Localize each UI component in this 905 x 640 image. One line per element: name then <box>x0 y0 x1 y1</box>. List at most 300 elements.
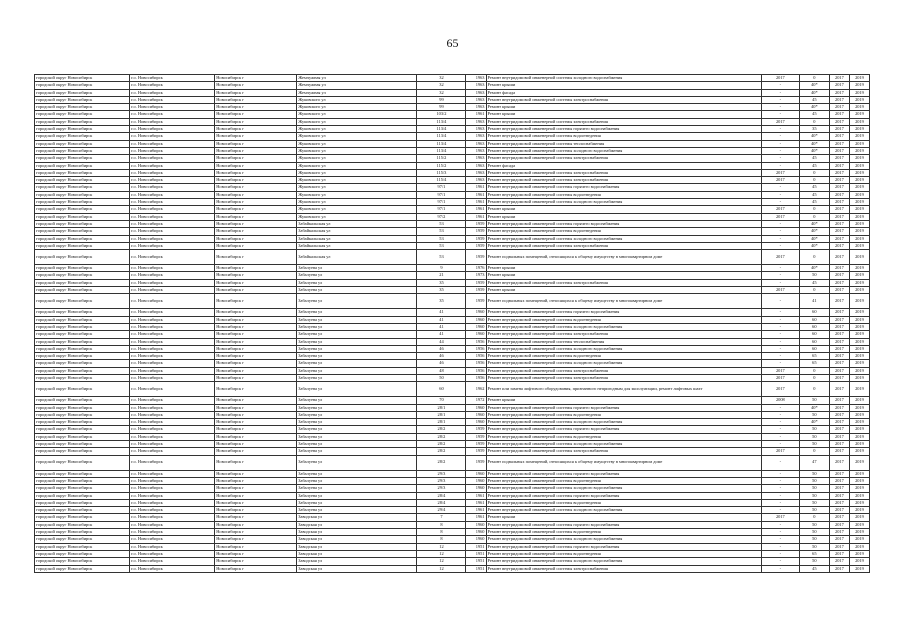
cell-service-life: 50 <box>799 441 829 448</box>
cell-street: Забалуева ул <box>297 441 417 448</box>
cell-municipality: городской округ Новосибирск <box>35 485 130 492</box>
cell-plan-start: 2017 <box>829 265 849 272</box>
cell-work: Ремонт внутридомовой инженерной системы водоотведения <box>486 411 761 418</box>
cell-plan-start: 2017 <box>829 272 849 279</box>
cell-work: Ремонт крыши <box>486 397 761 404</box>
table-row <box>35 162 870 169</box>
table-row <box>35 448 870 455</box>
cell-settlement: г.о. Новосибирск <box>130 433 215 440</box>
cell-year-built: 1961 <box>466 206 486 213</box>
cell-plan-start: 2017 <box>829 206 849 213</box>
cell-work: Ремонт внутридомовой инженерной системы холодного водоснабжения <box>486 235 761 242</box>
cell-locality: Новосибирск г <box>215 213 297 220</box>
cell-house: 53 <box>417 250 466 265</box>
cell-locality: Новосибирск г <box>215 265 297 272</box>
table-row <box>35 558 870 565</box>
table-row <box>35 565 870 572</box>
cell-last-repair: - <box>761 353 799 360</box>
cell-plan-start: 2017 <box>829 82 849 89</box>
cell-plan-end: 2019 <box>849 441 869 448</box>
table-row <box>35 294 870 309</box>
cell-house: 41 <box>417 323 466 330</box>
cell-service-life: 50 <box>799 470 829 477</box>
cell-municipality: городской округ Новосибирск <box>35 118 130 125</box>
cell-plan-start: 2017 <box>829 126 849 133</box>
cell-plan-end: 2019 <box>849 455 869 470</box>
cell-locality: Новосибирск г <box>215 294 297 309</box>
cell-locality: Новосибирск г <box>215 419 297 426</box>
cell-municipality: городской округ Новосибирск <box>35 250 130 265</box>
cell-work: Ремонт крыши <box>486 514 761 521</box>
cell-plan-start: 2017 <box>829 111 849 118</box>
cell-municipality: городской округ Новосибирск <box>35 279 130 286</box>
cell-work: Ремонт внутридомовой инженерной системы горячего водоснабжения <box>486 309 761 316</box>
cell-plan-start: 2017 <box>829 96 849 103</box>
cell-municipality: городской округ Новосибирск <box>35 235 130 242</box>
cell-year-built: 1963 <box>466 155 486 162</box>
cell-municipality: городской округ Новосибирск <box>35 206 130 213</box>
cell-work: Ремонт подвальных помещений, относящихся к общему имуществу в многоквартирном доме <box>486 294 761 309</box>
cell-plan-start: 2017 <box>829 316 849 323</box>
cell-plan-start: 2017 <box>829 499 849 506</box>
cell-work: Ремонт внутридомовой инженерной системы электроснабжения <box>486 279 761 286</box>
cell-year-built: 1961 <box>466 199 486 206</box>
table-row <box>35 104 870 111</box>
cell-plan-start: 2017 <box>829 220 849 227</box>
cell-street: Заводская ул <box>297 565 417 572</box>
cell-locality: Новосибирск г <box>215 411 297 418</box>
cell-street: Жуковского ул <box>297 96 417 103</box>
cell-settlement: г.о. Новосибирск <box>130 294 215 309</box>
cell-municipality: городской округ Новосибирск <box>35 360 130 367</box>
cell-work: Ремонт крыши <box>486 206 761 213</box>
cell-street: Жуковского ул <box>297 155 417 162</box>
cell-locality: Новосибирск г <box>215 228 297 235</box>
cell-last-repair: - <box>761 565 799 572</box>
cell-locality: Новосибирск г <box>215 382 297 397</box>
cell-year-built: 1956 <box>466 374 486 381</box>
cell-plan-start: 2017 <box>829 485 849 492</box>
cell-work: Ремонт внутридомовой инженерной системы горячего водоснабжения <box>486 404 761 411</box>
cell-year-built: 1963 <box>466 104 486 111</box>
cell-municipality: городской округ Новосибирск <box>35 184 130 191</box>
cell-service-life: 40* <box>799 235 829 242</box>
cell-service-life: 45 <box>799 199 829 206</box>
cell-municipality: городской округ Новосибирск <box>35 514 130 521</box>
cell-settlement: г.о. Новосибирск <box>130 485 215 492</box>
capital-repair-table <box>34 74 870 573</box>
cell-last-repair: - <box>761 191 799 198</box>
cell-house: 12 <box>417 550 466 557</box>
cell-settlement: г.о. Новосибирск <box>130 360 215 367</box>
cell-year-built: 1963 <box>466 96 486 103</box>
table-row <box>35 155 870 162</box>
cell-house: 48 <box>417 367 466 374</box>
cell-work: Ремонт внутридомовой инженерной системы электроснабжения <box>486 177 761 184</box>
cell-plan-end: 2019 <box>849 448 869 455</box>
cell-settlement: г.о. Новосибирск <box>130 155 215 162</box>
cell-street: Забалуева ул <box>297 448 417 455</box>
cell-work: Ремонт крыши <box>486 104 761 111</box>
cell-service-life: 50 <box>799 536 829 543</box>
table-row <box>35 126 870 133</box>
cell-street: Забалуева ул <box>297 309 417 316</box>
cell-service-life: 40* <box>799 82 829 89</box>
cell-service-life: 40* <box>799 147 829 154</box>
cell-plan-end: 2019 <box>849 140 869 147</box>
cell-plan-end: 2019 <box>849 235 869 242</box>
cell-work: Ремонт внутридомовой инженерной системы водоотведения <box>486 228 761 235</box>
cell-plan-start: 2017 <box>829 529 849 536</box>
cell-last-repair: 2017 <box>761 367 799 374</box>
cell-year-built: 1960 <box>466 419 486 426</box>
cell-plan-end: 2019 <box>849 118 869 125</box>
cell-municipality: городской округ Новосибирск <box>35 323 130 330</box>
table-row <box>35 199 870 206</box>
cell-year-built: 1956 <box>466 367 486 374</box>
table-row <box>35 529 870 536</box>
cell-plan-start: 2017 <box>829 331 849 338</box>
table-row <box>35 360 870 367</box>
cell-work: Ремонт подвальных помещений, относящихся к общему имуществу в многоквартирном доме <box>486 250 761 265</box>
cell-plan-end: 2019 <box>849 272 869 279</box>
cell-plan-start: 2017 <box>829 448 849 455</box>
cell-plan-end: 2019 <box>849 492 869 499</box>
cell-house: 35 <box>417 287 466 294</box>
table-row <box>35 169 870 176</box>
cell-settlement: г.о. Новосибирск <box>130 316 215 323</box>
cell-settlement: г.о. Новосибирск <box>130 235 215 242</box>
cell-plan-end: 2019 <box>849 433 869 440</box>
cell-municipality: городской округ Новосибирск <box>35 433 130 440</box>
cell-locality: Новосибирск г <box>215 514 297 521</box>
cell-last-repair: - <box>761 265 799 272</box>
cell-service-life: 65 <box>799 550 829 557</box>
cell-service-life: 50 <box>799 499 829 506</box>
cell-last-repair: - <box>761 309 799 316</box>
cell-settlement: г.о. Новосибирск <box>130 353 215 360</box>
cell-service-life: 65 <box>799 353 829 360</box>
cell-work: Ремонт внутридомовой инженерной системы горячего водоснабжения <box>486 184 761 191</box>
cell-service-life: 0 <box>799 206 829 213</box>
cell-settlement: г.о. Новосибирск <box>130 272 215 279</box>
cell-house: 28/2 <box>417 426 466 433</box>
cell-work: Ремонт внутридомовой инженерной системы электроснабжения <box>486 565 761 572</box>
cell-last-repair: - <box>761 477 799 484</box>
cell-last-repair: - <box>761 338 799 345</box>
cell-municipality: городской округ Новосибирск <box>35 75 130 82</box>
cell-work: Ремонт внутридомовой инженерной системы горячего водоснабжения <box>486 220 761 227</box>
table-row <box>35 543 870 550</box>
cell-work: Ремонт внутридомовой инженерной системы водоотведения <box>486 191 761 198</box>
cell-service-life: 60 <box>799 309 829 316</box>
cell-work: Ремонт подвальных помещений, относящихся к общему имуществу в многоквартирном доме <box>486 455 761 470</box>
cell-work: Ремонт внутридомовой инженерной системы электроснабжения <box>486 169 761 176</box>
cell-settlement: г.о. Новосибирск <box>130 111 215 118</box>
cell-settlement: г.о. Новосибирск <box>130 169 215 176</box>
cell-year-built: 1956 <box>466 360 486 367</box>
cell-service-life: 65 <box>799 360 829 367</box>
cell-street: Забалуева ул <box>297 397 417 404</box>
cell-municipality: городской округ Новосибирск <box>35 397 130 404</box>
table-row <box>35 228 870 235</box>
cell-plan-end: 2019 <box>849 558 869 565</box>
cell-street: Забалуева ул <box>297 272 417 279</box>
cell-last-repair: 2017 <box>761 250 799 265</box>
cell-municipality: городской округ Новосибирск <box>35 411 130 418</box>
cell-service-life: 40* <box>799 220 829 227</box>
cell-service-life: 60 <box>799 316 829 323</box>
cell-service-life: 45 <box>799 184 829 191</box>
cell-street: Забалуева ул <box>297 287 417 294</box>
cell-last-repair: 2017 <box>761 374 799 381</box>
cell-plan-end: 2019 <box>849 499 869 506</box>
table-row <box>35 550 870 557</box>
cell-plan-end: 2019 <box>849 169 869 176</box>
cell-municipality: городской округ Новосибирск <box>35 140 130 147</box>
cell-locality: Новосибирск г <box>215 543 297 550</box>
cell-street: Забалуева ул <box>297 426 417 433</box>
cell-service-life: 45 <box>799 155 829 162</box>
cell-last-repair: - <box>761 126 799 133</box>
cell-last-repair: - <box>761 529 799 536</box>
cell-street: Забалуева ул <box>297 492 417 499</box>
cell-plan-start: 2017 <box>829 89 849 96</box>
cell-municipality: городской округ Новосибирск <box>35 419 130 426</box>
cell-house: 35 <box>417 294 466 309</box>
cell-last-repair: - <box>761 360 799 367</box>
cell-house: 32 <box>417 75 466 82</box>
cell-municipality: городской округ Новосибирск <box>35 550 130 557</box>
cell-plan-start: 2017 <box>829 294 849 309</box>
cell-service-life: 60 <box>799 345 829 352</box>
cell-service-life: 50 <box>799 485 829 492</box>
cell-municipality: городской округ Новосибирск <box>35 111 130 118</box>
cell-house: 115/4 <box>417 177 466 184</box>
cell-house: 32 <box>417 89 466 96</box>
cell-last-repair: 2017 <box>761 382 799 397</box>
cell-plan-start: 2017 <box>829 521 849 528</box>
cell-work: Ремонт внутридомовой инженерной системы электроснабжения <box>486 448 761 455</box>
cell-work: Ремонт внутридомовой инженерной системы горячего водоснабжения <box>486 521 761 528</box>
cell-settlement: г.о. Новосибирск <box>130 441 215 448</box>
cell-street: Забайкальская ул <box>297 220 417 227</box>
cell-year-built: 1951 <box>466 565 486 572</box>
cell-plan-start: 2017 <box>829 235 849 242</box>
cell-street: Забалуева ул <box>297 404 417 411</box>
cell-house: 46 <box>417 360 466 367</box>
cell-locality: Новосибирск г <box>215 96 297 103</box>
cell-work: Ремонт внутридомовой инженерной системы водоотведения <box>486 433 761 440</box>
cell-year-built: 1959 <box>466 433 486 440</box>
cell-plan-start: 2017 <box>829 433 849 440</box>
cell-plan-start: 2017 <box>829 367 849 374</box>
cell-plan-end: 2019 <box>849 104 869 111</box>
cell-house: 8 <box>417 529 466 536</box>
cell-year-built: 1963 <box>466 126 486 133</box>
cell-year-built: 1959 <box>466 242 486 249</box>
cell-service-life: 47 <box>799 455 829 470</box>
cell-settlement: г.о. Новосибирск <box>130 565 215 572</box>
cell-locality: Новосибирск г <box>215 426 297 433</box>
cell-house: 50 <box>417 374 466 381</box>
cell-locality: Новосибирск г <box>215 433 297 440</box>
cell-plan-start: 2017 <box>829 279 849 286</box>
cell-settlement: г.о. Новосибирск <box>130 419 215 426</box>
cell-locality: Новосибирск г <box>215 287 297 294</box>
cell-street: Заводская ул <box>297 521 417 528</box>
cell-last-repair: - <box>761 543 799 550</box>
cell-service-life: 0 <box>799 287 829 294</box>
cell-settlement: г.о. Новосибирск <box>130 140 215 147</box>
cell-locality: Новосибирск г <box>215 82 297 89</box>
cell-year-built: 1959 <box>466 426 486 433</box>
table-row <box>35 191 870 198</box>
table-row <box>35 404 870 411</box>
cell-work: Ремонт внутридомовой инженерной системы горячего водоснабжения <box>486 426 761 433</box>
cell-house: 8 <box>417 536 466 543</box>
cell-locality: Новосибирск г <box>215 177 297 184</box>
cell-municipality: городской округ Новосибирск <box>35 529 130 536</box>
cell-house: 12 <box>417 558 466 565</box>
cell-plan-end: 2019 <box>849 485 869 492</box>
cell-locality: Новосибирск г <box>215 353 297 360</box>
table-row <box>35 177 870 184</box>
cell-municipality: городской округ Новосибирск <box>35 242 130 249</box>
cell-locality: Новосибирск г <box>215 470 297 477</box>
table-row <box>35 220 870 227</box>
cell-municipality: городской округ Новосибирск <box>35 470 130 477</box>
cell-work: Ремонт внутридомовой инженерной системы горячего водоснабжения <box>486 492 761 499</box>
cell-service-life: 40* <box>799 228 829 235</box>
cell-municipality: городской округ Новосибирск <box>35 316 130 323</box>
cell-municipality: городской округ Новосибирск <box>35 287 130 294</box>
cell-house: 53 <box>417 220 466 227</box>
cell-service-life: 50 <box>799 426 829 433</box>
cell-street: Забалуева ул <box>297 419 417 426</box>
cell-municipality: городской округ Новосибирск <box>35 558 130 565</box>
cell-work: Ремонт внутридомовой инженерной системы холодного водоснабжения <box>486 558 761 565</box>
cell-service-life: 50 <box>799 507 829 514</box>
cell-plan-end: 2019 <box>849 82 869 89</box>
cell-plan-start: 2017 <box>829 199 849 206</box>
table-row <box>35 536 870 543</box>
cell-house: 60 <box>417 382 466 397</box>
cell-street: Жуковского ул <box>297 147 417 154</box>
cell-settlement: г.о. Новосибирск <box>130 265 215 272</box>
cell-locality: Новосибирск г <box>215 242 297 249</box>
table-row <box>35 140 870 147</box>
cell-street: Забалуева ул <box>297 331 417 338</box>
cell-municipality: городской округ Новосибирск <box>35 126 130 133</box>
cell-locality: Новосибирск г <box>215 338 297 345</box>
cell-settlement: г.о. Новосибирск <box>130 331 215 338</box>
cell-last-repair: - <box>761 558 799 565</box>
cell-settlement: г.о. Новосибирск <box>130 147 215 154</box>
cell-work: Ремонт внутридомовой инженерной системы электроснабжения <box>486 367 761 374</box>
cell-municipality: городской округ Новосибирск <box>35 536 130 543</box>
cell-work: Ремонт внутридомовой инженерной системы холодного водоснабжения <box>486 199 761 206</box>
cell-settlement: г.о. Новосибирск <box>130 382 215 397</box>
cell-year-built: 1976 <box>466 265 486 272</box>
cell-locality: Новосибирск г <box>215 118 297 125</box>
cell-year-built: 1960 <box>466 485 486 492</box>
cell-locality: Новосибирск г <box>215 272 297 279</box>
cell-last-repair: - <box>761 345 799 352</box>
table-row <box>35 521 870 528</box>
cell-year-built: 1960 <box>466 529 486 536</box>
cell-house: 32 <box>417 82 466 89</box>
cell-work: Ремонт крыши <box>486 213 761 220</box>
cell-plan-start: 2017 <box>829 441 849 448</box>
cell-plan-end: 2019 <box>849 529 869 536</box>
cell-municipality: городской округ Новосибирск <box>35 309 130 316</box>
cell-house: 28/1 <box>417 404 466 411</box>
cell-settlement: г.о. Новосибирск <box>130 323 215 330</box>
cell-street: Забалуева ул <box>297 382 417 397</box>
cell-plan-end: 2019 <box>849 353 869 360</box>
cell-settlement: г.о. Новосибирск <box>130 338 215 345</box>
cell-year-built: 1961 <box>466 492 486 499</box>
cell-plan-start: 2017 <box>829 345 849 352</box>
cell-work: Ремонт внутридомовой инженерной системы электроснабжения <box>486 331 761 338</box>
cell-plan-start: 2017 <box>829 411 849 418</box>
cell-locality: Новосибирск г <box>215 521 297 528</box>
cell-street: Забалуева ул <box>297 338 417 345</box>
cell-service-life: 0 <box>799 514 829 521</box>
cell-municipality: городской округ Новосибирск <box>35 367 130 374</box>
cell-last-repair: - <box>761 323 799 330</box>
cell-street: Заводская ул <box>297 558 417 565</box>
cell-locality: Новосибирск г <box>215 162 297 169</box>
cell-service-life: 50 <box>799 433 829 440</box>
cell-municipality: городской округ Новосибирск <box>35 499 130 506</box>
table-row <box>35 411 870 418</box>
cell-house: 99 <box>417 96 466 103</box>
cell-service-life: 50 <box>799 543 829 550</box>
cell-street: Жемчужная ул <box>297 82 417 89</box>
cell-locality: Новосибирск г <box>215 169 297 176</box>
cell-year-built: 1951 <box>466 558 486 565</box>
cell-plan-end: 2019 <box>849 382 869 397</box>
cell-year-built: 1960 <box>466 404 486 411</box>
cell-year-built: 1961 <box>466 499 486 506</box>
cell-service-life: 0 <box>799 177 829 184</box>
cell-year-built: 1973 <box>466 272 486 279</box>
cell-locality: Новосибирск г <box>215 191 297 198</box>
cell-service-life: 0 <box>799 448 829 455</box>
cell-work: Ремонт или замена лифтового оборудования, признанного непригодным для эксплуатации, ремонт лифтовых шахт <box>486 382 761 397</box>
table-row <box>35 426 870 433</box>
cell-last-repair: - <box>761 220 799 227</box>
cell-work: Ремонт внутридомовой инженерной системы электроснабжения <box>486 96 761 103</box>
cell-municipality: городской округ Новосибирск <box>35 507 130 514</box>
cell-street: Забалуева ул <box>297 345 417 352</box>
cell-year-built: 1963 <box>466 140 486 147</box>
cell-plan-end: 2019 <box>849 565 869 572</box>
cell-last-repair: - <box>761 331 799 338</box>
cell-plan-start: 2017 <box>829 360 849 367</box>
cell-settlement: г.о. Новосибирск <box>130 470 215 477</box>
cell-work: Ремонт внутридомовой инженерной системы водоотведения <box>486 550 761 557</box>
cell-plan-end: 2019 <box>849 75 869 82</box>
cell-municipality: городской округ Новосибирск <box>35 220 130 227</box>
cell-municipality: городской округ Новосибирск <box>35 492 130 499</box>
table-row <box>35 470 870 477</box>
cell-locality: Новосибирск г <box>215 550 297 557</box>
cell-work: Ремонт внутридомовой инженерной системы электроснабжения <box>486 242 761 249</box>
cell-house: 97/1 <box>417 199 466 206</box>
